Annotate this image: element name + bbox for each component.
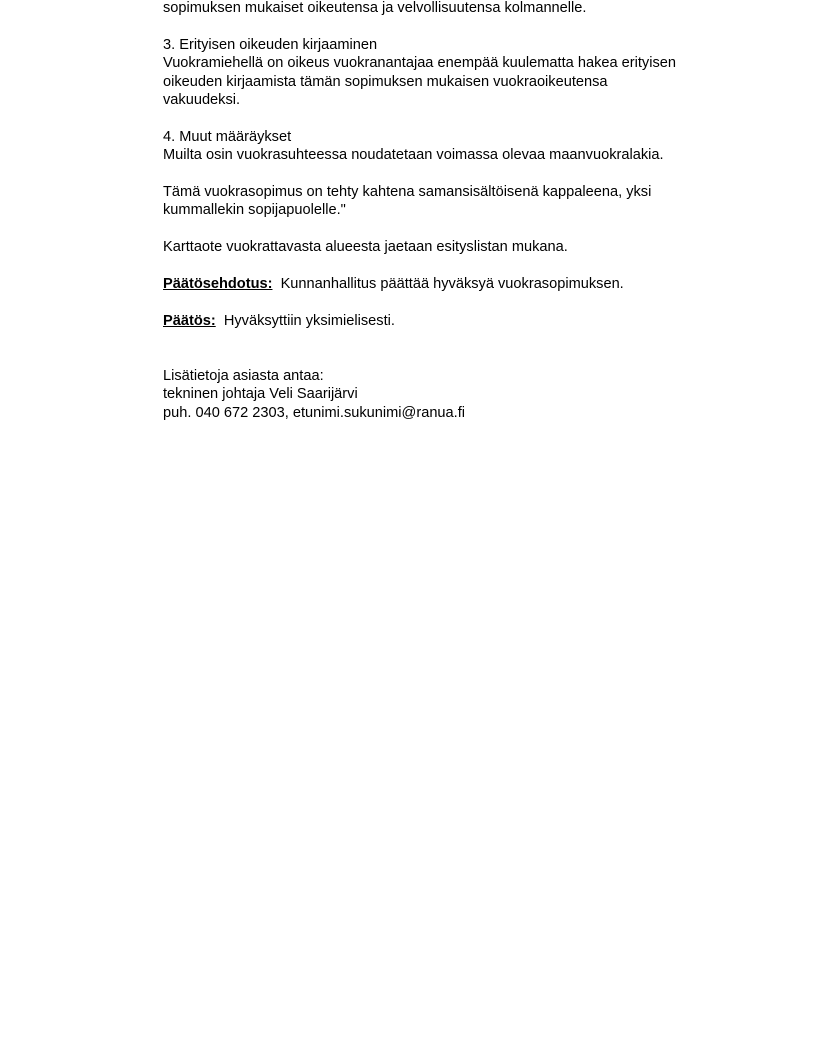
spacer [163, 293, 738, 311]
paragraph-line: vakuudeksi. [163, 92, 241, 109]
map-note: Karttaote vuokrattavasta alueesta jaetaan esityslistan mukana. [163, 239, 568, 256]
section-heading: 3. Erityisen oikeuden kirjaaminen [163, 36, 378, 53]
proposal-text: Kunnanhallitus päättää hyväksyä vuokrasopimuksen. [280, 276, 624, 293]
spacer [163, 330, 738, 367]
spacer [163, 17, 738, 35]
section-heading: 4. Muut määräykset [163, 128, 292, 145]
section-4 [163, 128, 738, 165]
closing-paragraph [163, 183, 738, 220]
document-page [163, 0, 738, 422]
spacer [163, 257, 738, 275]
decision-text: Hyväksyttiin yksimielisesti. [223, 312, 395, 329]
proposal-line [163, 275, 738, 293]
contact-block [163, 367, 738, 422]
section-3 [163, 36, 738, 110]
paragraph-line: Muilta osin vuokrasuhteessa noudatetaan voimassa olevaa maanvuokralakia. [163, 147, 664, 164]
paragraph-line: oikeuden kirjaamista tämän sopimuksen mukaisen vuokraoikeutensa [163, 73, 608, 90]
paragraph-line: kummallekin sopijapuolelle." [163, 202, 346, 219]
contact-line: tekninen johtaja Veli Saarijärvi [163, 386, 358, 403]
proposal-label: Päätösehdotus: [163, 276, 273, 293]
spacer [163, 109, 738, 127]
contact-line: puh. 040 672 2303, etunimi.sukunimi@ranua.fi [163, 404, 466, 421]
paragraph-line: Tämä vuokrasopimus on tehty kahtena samansisältöisenä kappaleena, yksi [163, 184, 652, 201]
paragraph-line: sopimuksen mukaiset oikeutensa ja velvollisuutensa kolmannelle. [163, 0, 587, 16]
paragraph-line: Vuokramiehellä on oikeus vuokranantajaa enempää kuulematta hakea erityisen [163, 55, 676, 72]
contact-line: Lisätietoja asiasta antaa: [163, 368, 324, 385]
spacer [163, 220, 738, 238]
decision-line [163, 312, 738, 330]
spacer [163, 165, 738, 183]
decision-label: Päätös: [163, 312, 216, 329]
